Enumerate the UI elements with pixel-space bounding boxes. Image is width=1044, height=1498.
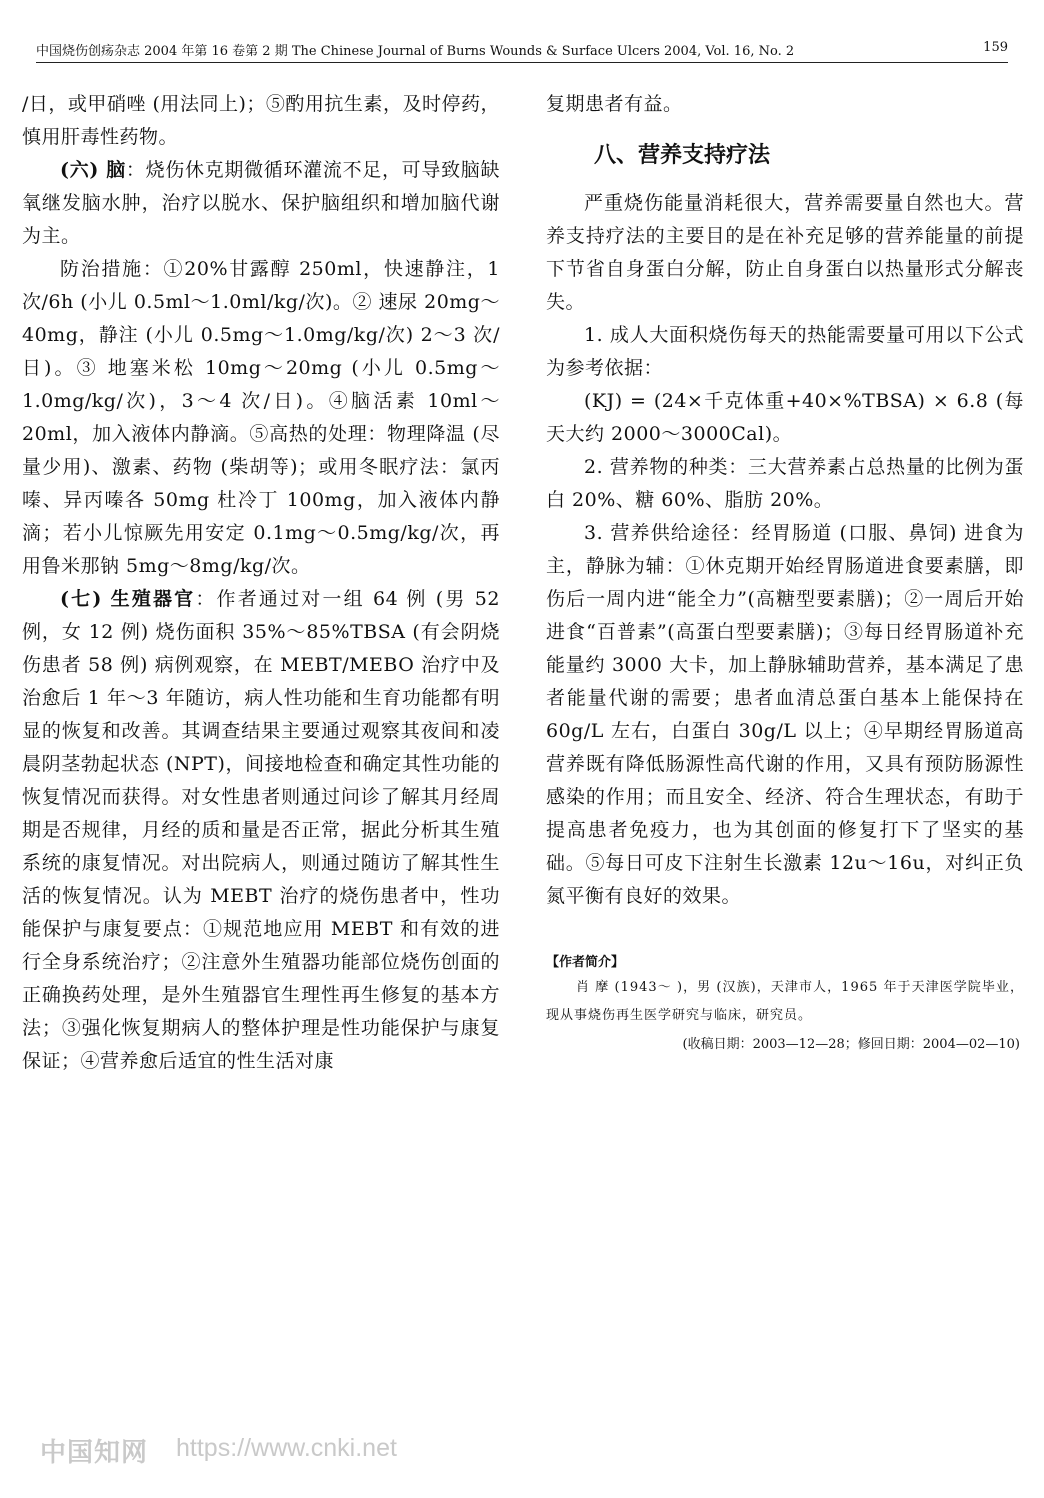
paragraph-nutrient-types: 2. 营养物的种类：三大营养素占总热量的比例为蛋白 20%、糖 60%、脂肪 20%。 (546, 456, 1024, 511)
paragraph-continuation: /日，或甲硝唑 (用法同上)；⑤酌用抗生素，及时停药，慎用肝毒性药物。 (22, 93, 500, 148)
paragraph-reproductive-organs (22, 583, 500, 1078)
received-revised-dates: (收稿日期：2003—12—28；修回日期：2004—02—10) (682, 1037, 1020, 1052)
paragraph-prevention-measures: 防治措施：①20%甘露醇 250ml，快速静注，1 次/6h (小儿 0.5ml～1.0ml/kg/次)。② 速尿 20mg～40mg，静注 (小儿 0.5mg～1.0mg/kg/次) 2～3 次/日)。③ 地塞米松 10mg～20mg (小儿 0.5mg～1.0mg/kg/次)，3～4 次/日)。④脑活素 10ml～20ml，加入液体内静滴。⑤高热的处理：物理降温 (尽量少用)、激素、药物 (柴胡等)；或用冬眠疗法：氯丙嗪、异丙嗪各 50mg 杜冷丁 100mg，加入液体内静滴；若小儿惊厥先用安定 0.1mg～0.5mg/kg/次，再用鲁米那钠 5mg～8mg/kg/次。 (22, 258, 500, 577)
subheading-brain: (六) 脑 (60, 159, 126, 181)
running-header (36, 36, 1008, 63)
paragraph-brain-text: ：烧伤休克期微循环灌流不足，可导致脑缺氧继发脑水肿，治疗以脱水、保护脑组织和增加脑代谢为主。 (22, 159, 500, 247)
paragraph-reproductive-text: ：作者通过对一组 64 例 (男 52 例，女 12 例) 烧伤面积 35%～85%TBSA (有会阴烧伤患者 58 例) 病例观察，在 MEBT/MEBO 治疗中及治愈后 1 年～3 年随访，病人性功能和生育功能都有明显的恢复和改善。其调查结果主要通过观察其夜间和凌晨阴茎勃起状态 (NPT)，间接地检查和确定其性功能的恢复情况而获得。对女性患者则通过问诊了解其月经周期是否规律，月经的质和量是否正常，据此分析其生殖系统的康复情况。对出院病人，则通过随访了解其性生活的恢复情况。认为 MEBT 治疗的烧伤患者中，性功能保护与康复要点：①规范地应用 MEBT 和有效的进行全身系统治疗；②注意外生殖器功能部位烧伤创面的正确换药处理，是外生殖器官生理性再生修复的基本方法；③强化恢复期病人的整体护理是性功能保护与康复保证；④营养愈后适宜的性生活对康 (22, 588, 500, 1072)
formula-energy: (KJ) = (24×千克体重+40×%TBSA) × 6.8 (每天大约 2000～3000Cal)。 (546, 390, 1024, 445)
journal-citation: 中国烧伤创疡杂志 2004 年第 16 卷第 2 期 The Chinese Journal of Burns Wounds & Surface Ulcers 2004, Vol. 16, No. 2 (36, 44, 795, 59)
page-number: 159 (983, 40, 1008, 55)
paragraph-continuation-right: 复期患者有益。 (546, 93, 683, 115)
author-bio-label: 【作者简介】 (546, 955, 625, 970)
watermark-url: https://www.cnki.net (176, 1434, 397, 1462)
paragraph-energy-requirement: 1. 成人大面积烧伤每天的热能需要量可用以下公式为参考依据： (546, 324, 1024, 379)
section-heading-nutrition: 八、营养支持疗法 (594, 143, 771, 168)
paragraph-brain (22, 154, 500, 253)
left-column (22, 88, 500, 1078)
paragraph-nutrition-intro: 严重烧伤能量消耗很大，营养需要量自然也大。营养支持疗法的主要目的是在补充足够的营养能量的前提下节省自身蛋白分解，防止自身蛋白以热量形式分解丧失。 (546, 192, 1024, 313)
watermark-name: 中国知网 (40, 1438, 149, 1468)
subheading-reproductive-organs: (七) 生殖器官 (60, 588, 196, 610)
author-bio: 肖 摩 (1943～ )，男 (汉族)，天津市人，1965 年于天津医学院毕业，现从事烧伤再生医学研究与临床，研究员。 (546, 980, 1024, 1023)
right-column (546, 88, 1024, 1058)
paragraph-nutrition-route: 3. 营养供给途径：经胃肠道 (口服、鼻饲) 进食为主，静脉为辅：①休克期开始经胃肠道进食要素膳，即伤后一周内进“能全力”(高糖型要素膳)；②一周后开始进食“百普素”(高蛋白型要素膳)；③每日经胃肠道补充能量约 3000 大卡，加上静脉辅助营养，基本满足了患者能量代谢的需要；患者血清总蛋白基本上能保持在 60g/L 左右，白蛋白 30g/L 以上；④早期经胃肠道高营养既有降低肠源性高代谢的作用，又具有预防肠源性感染的作用；而且安全、经济、符合生理状态，有助于提高患者免疫力，也为其创面的修复打下了坚实的基础。⑤每日可皮下注射生长激素 12u～16u，对纠正负氮平衡有良好的效果。 (546, 522, 1024, 907)
